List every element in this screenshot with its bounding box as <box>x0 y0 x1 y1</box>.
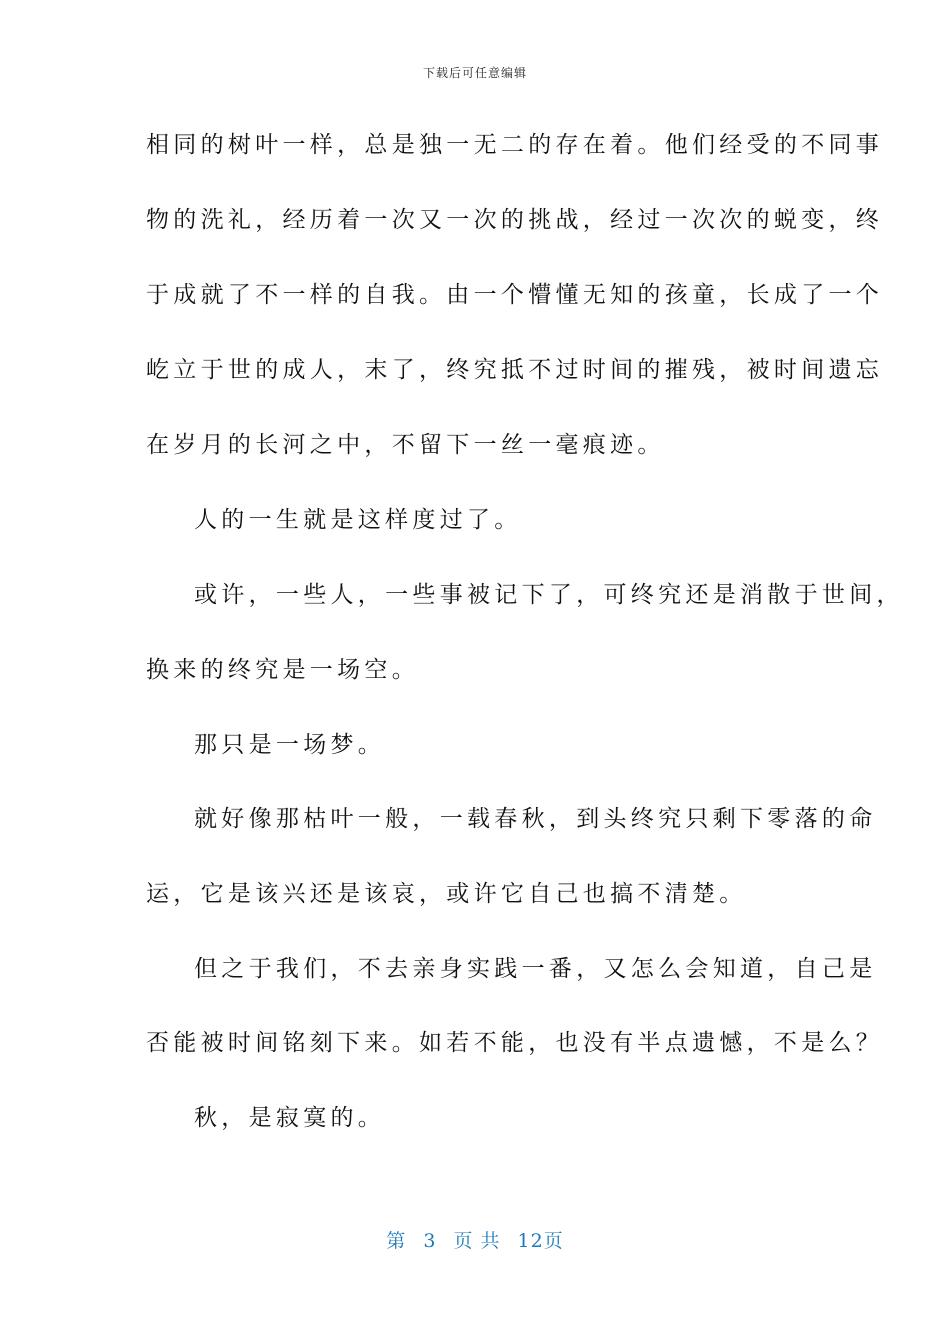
current-page-number: 3 <box>423 1230 437 1252</box>
text-line: 屹立于世的成人，末了，终究抵不过时间的摧残，被时间遗忘 <box>146 357 884 383</box>
text-line: 换来的终究是一场空。 <box>146 657 419 683</box>
text-line: 物的洗礼，经历着一次又一次的挑战，经过一次次的蜕变，终 <box>146 207 884 233</box>
text-line: 秋，是寂寞的。 <box>194 1105 386 1131</box>
page-header: 下载后可任意编辑 <box>422 66 527 80</box>
text-line: 或许，一些人，一些事被记下了，可终究还是消散于世间， <box>194 582 904 608</box>
footer-middle: 页 共 <box>453 1230 501 1252</box>
text-line: 那只是一场梦。 <box>194 732 386 758</box>
text-line: 相同的树叶一样，总是独一无二的存在着。他们经受的不同事 <box>146 132 884 158</box>
text-line: 在岁月的长河之中，不留下一丝一毫痕迹。 <box>146 432 665 458</box>
page-number-footer <box>0 1226 950 1253</box>
footer-prefix: 第 <box>386 1230 407 1252</box>
text-line: 人的一生就是这样度过了。 <box>194 507 522 533</box>
text-line: 运，它是该兴还是该哀，或许它自己也搞不清楚。 <box>146 881 747 907</box>
text-line: 就好像那枯叶一般，一载春秋，到头终究只剩下零落的命 <box>194 806 877 832</box>
text-line: 但之于我们，不去亲身实践一番，又怎么会知道，自己是 <box>194 956 877 982</box>
text-line: 否能被时间铭刻下来。如若不能，也没有半点遗憾，不是么？ <box>146 1030 884 1056</box>
total-pages: 12页 <box>517 1230 564 1252</box>
text-line: 于成就了不一样的自我。由一个懵懂无知的孩童，长成了一个 <box>146 282 884 308</box>
